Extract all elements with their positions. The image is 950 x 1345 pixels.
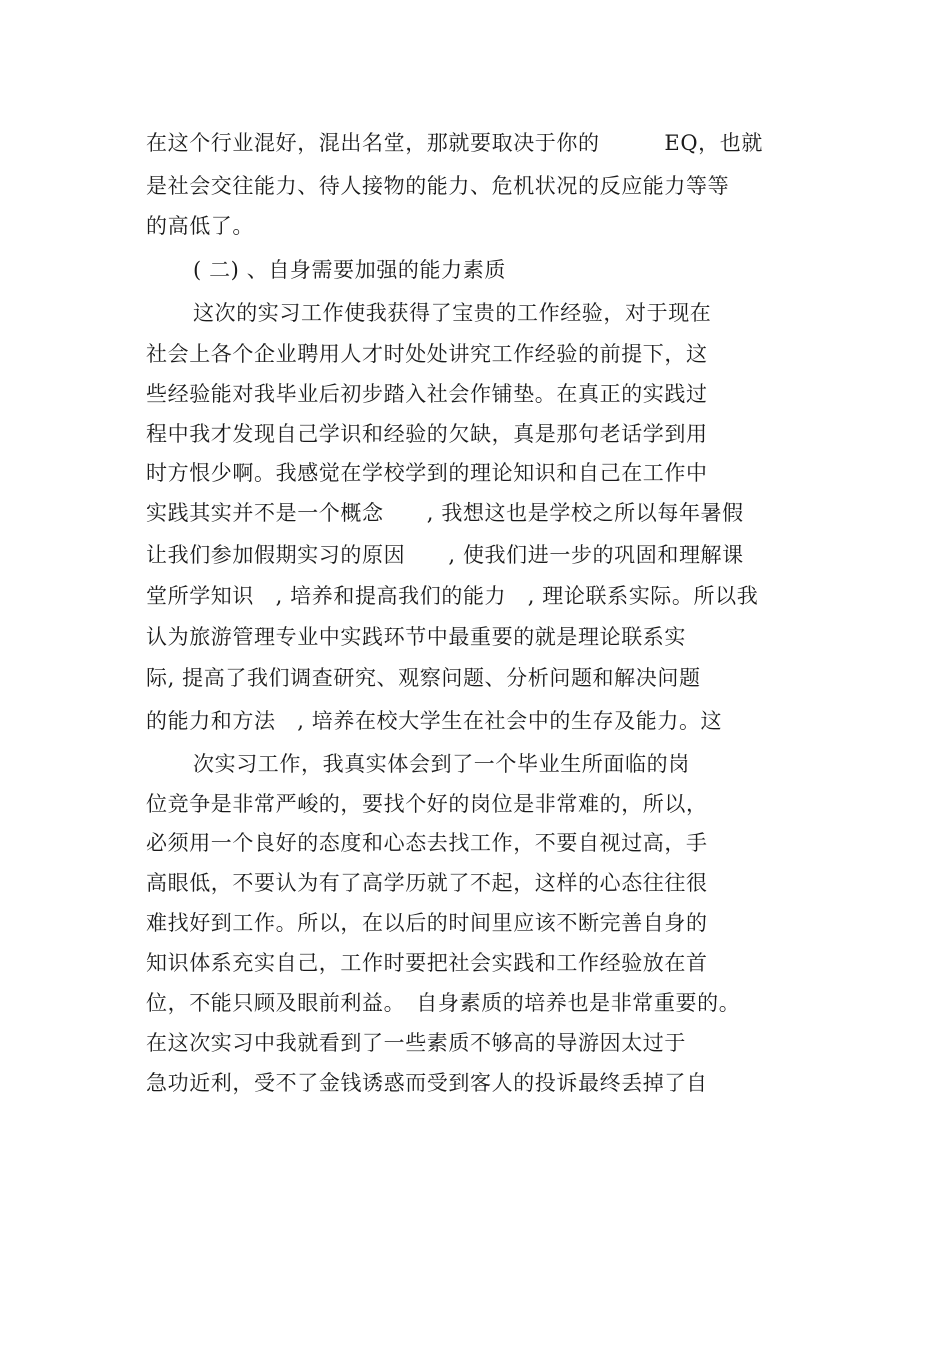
text-line: 些经验能对我毕业后初步踏入社会作铺垫。在真正的实践过 [146, 382, 708, 406]
text-line: 的高低了。 [146, 214, 254, 238]
text-line: 程中我才发现自己学识和经验的欠缺，真是那句老话学到用 [146, 422, 708, 446]
paragraph-first-line: 次实习工作，我真实体会到了一个毕业生所面临的岗 [193, 752, 690, 776]
text-line: 是社会交往能力、待人接物的能力、危机状况的反应能力等等 [146, 174, 730, 198]
text-line: 社会上各个企业聘用人才时处处讲究工作经验的前提下，这 [146, 342, 708, 366]
text-line: 必须用一个良好的态度和心态去找工作，不要自视过高，手 [146, 831, 708, 855]
text-line: 认为旅游管理专业中实践环节中最重要的就是理论联系实 [146, 625, 686, 649]
text-line: 难找好到工作。所以，在以后的时间里应该不断完善自身的 [146, 911, 708, 935]
text-line: 时方恨少啊。我感觉在学校学到的理论知识和自己在工作中 [146, 461, 708, 485]
text-line: 急功近利，受不了金钱诱惑而受到客人的投诉最终丢掉了自 [146, 1071, 708, 1095]
text-line: 高眼低，不要认为有了高学历就了不起，这样的心态往往很 [146, 871, 708, 895]
section-heading: ( 二) 、自身需要加强的能力素质 [193, 258, 506, 282]
text-line: 在这个行业混好，混出名堂，那就要取决于你的 EQ，也就 [146, 131, 763, 155]
text-line: 位，不能只顾及眼前利益。 自身素质的培养也是非常重要的。 [146, 991, 741, 1015]
paragraph-first-line: 这次的实习工作使我获得了宝贵的工作经验，对于现在 [193, 301, 712, 325]
text-line: 在这次实习中我就看到了一些素质不够高的导游因太过于 [146, 1031, 686, 1055]
text-line: 让我们参加假期实习的原因 , 使我们进一步的巩固和理解课 [146, 543, 744, 567]
text-line: 的能力和方法 , 培养在校大学生在社会中的生存及能力。这 [146, 709, 723, 733]
text-line: 知识体系充实自己，工作时要把社会实践和工作经验放在首 [146, 951, 708, 975]
text-line: 堂所学知识 , 培养和提高我们的能力 , 理论联系实际。所以我 [146, 584, 759, 608]
text-line: 实践其实并不是一个概念 , 我想这也是学校之所以每年暑假 [146, 501, 744, 525]
text-line: 际, 提高了我们调查研究、观察问题、分析问题和解决问题 [146, 666, 701, 690]
text-line: 位竞争是非常严峻的，要找个好的岗位是非常难的，所以， [146, 792, 708, 816]
